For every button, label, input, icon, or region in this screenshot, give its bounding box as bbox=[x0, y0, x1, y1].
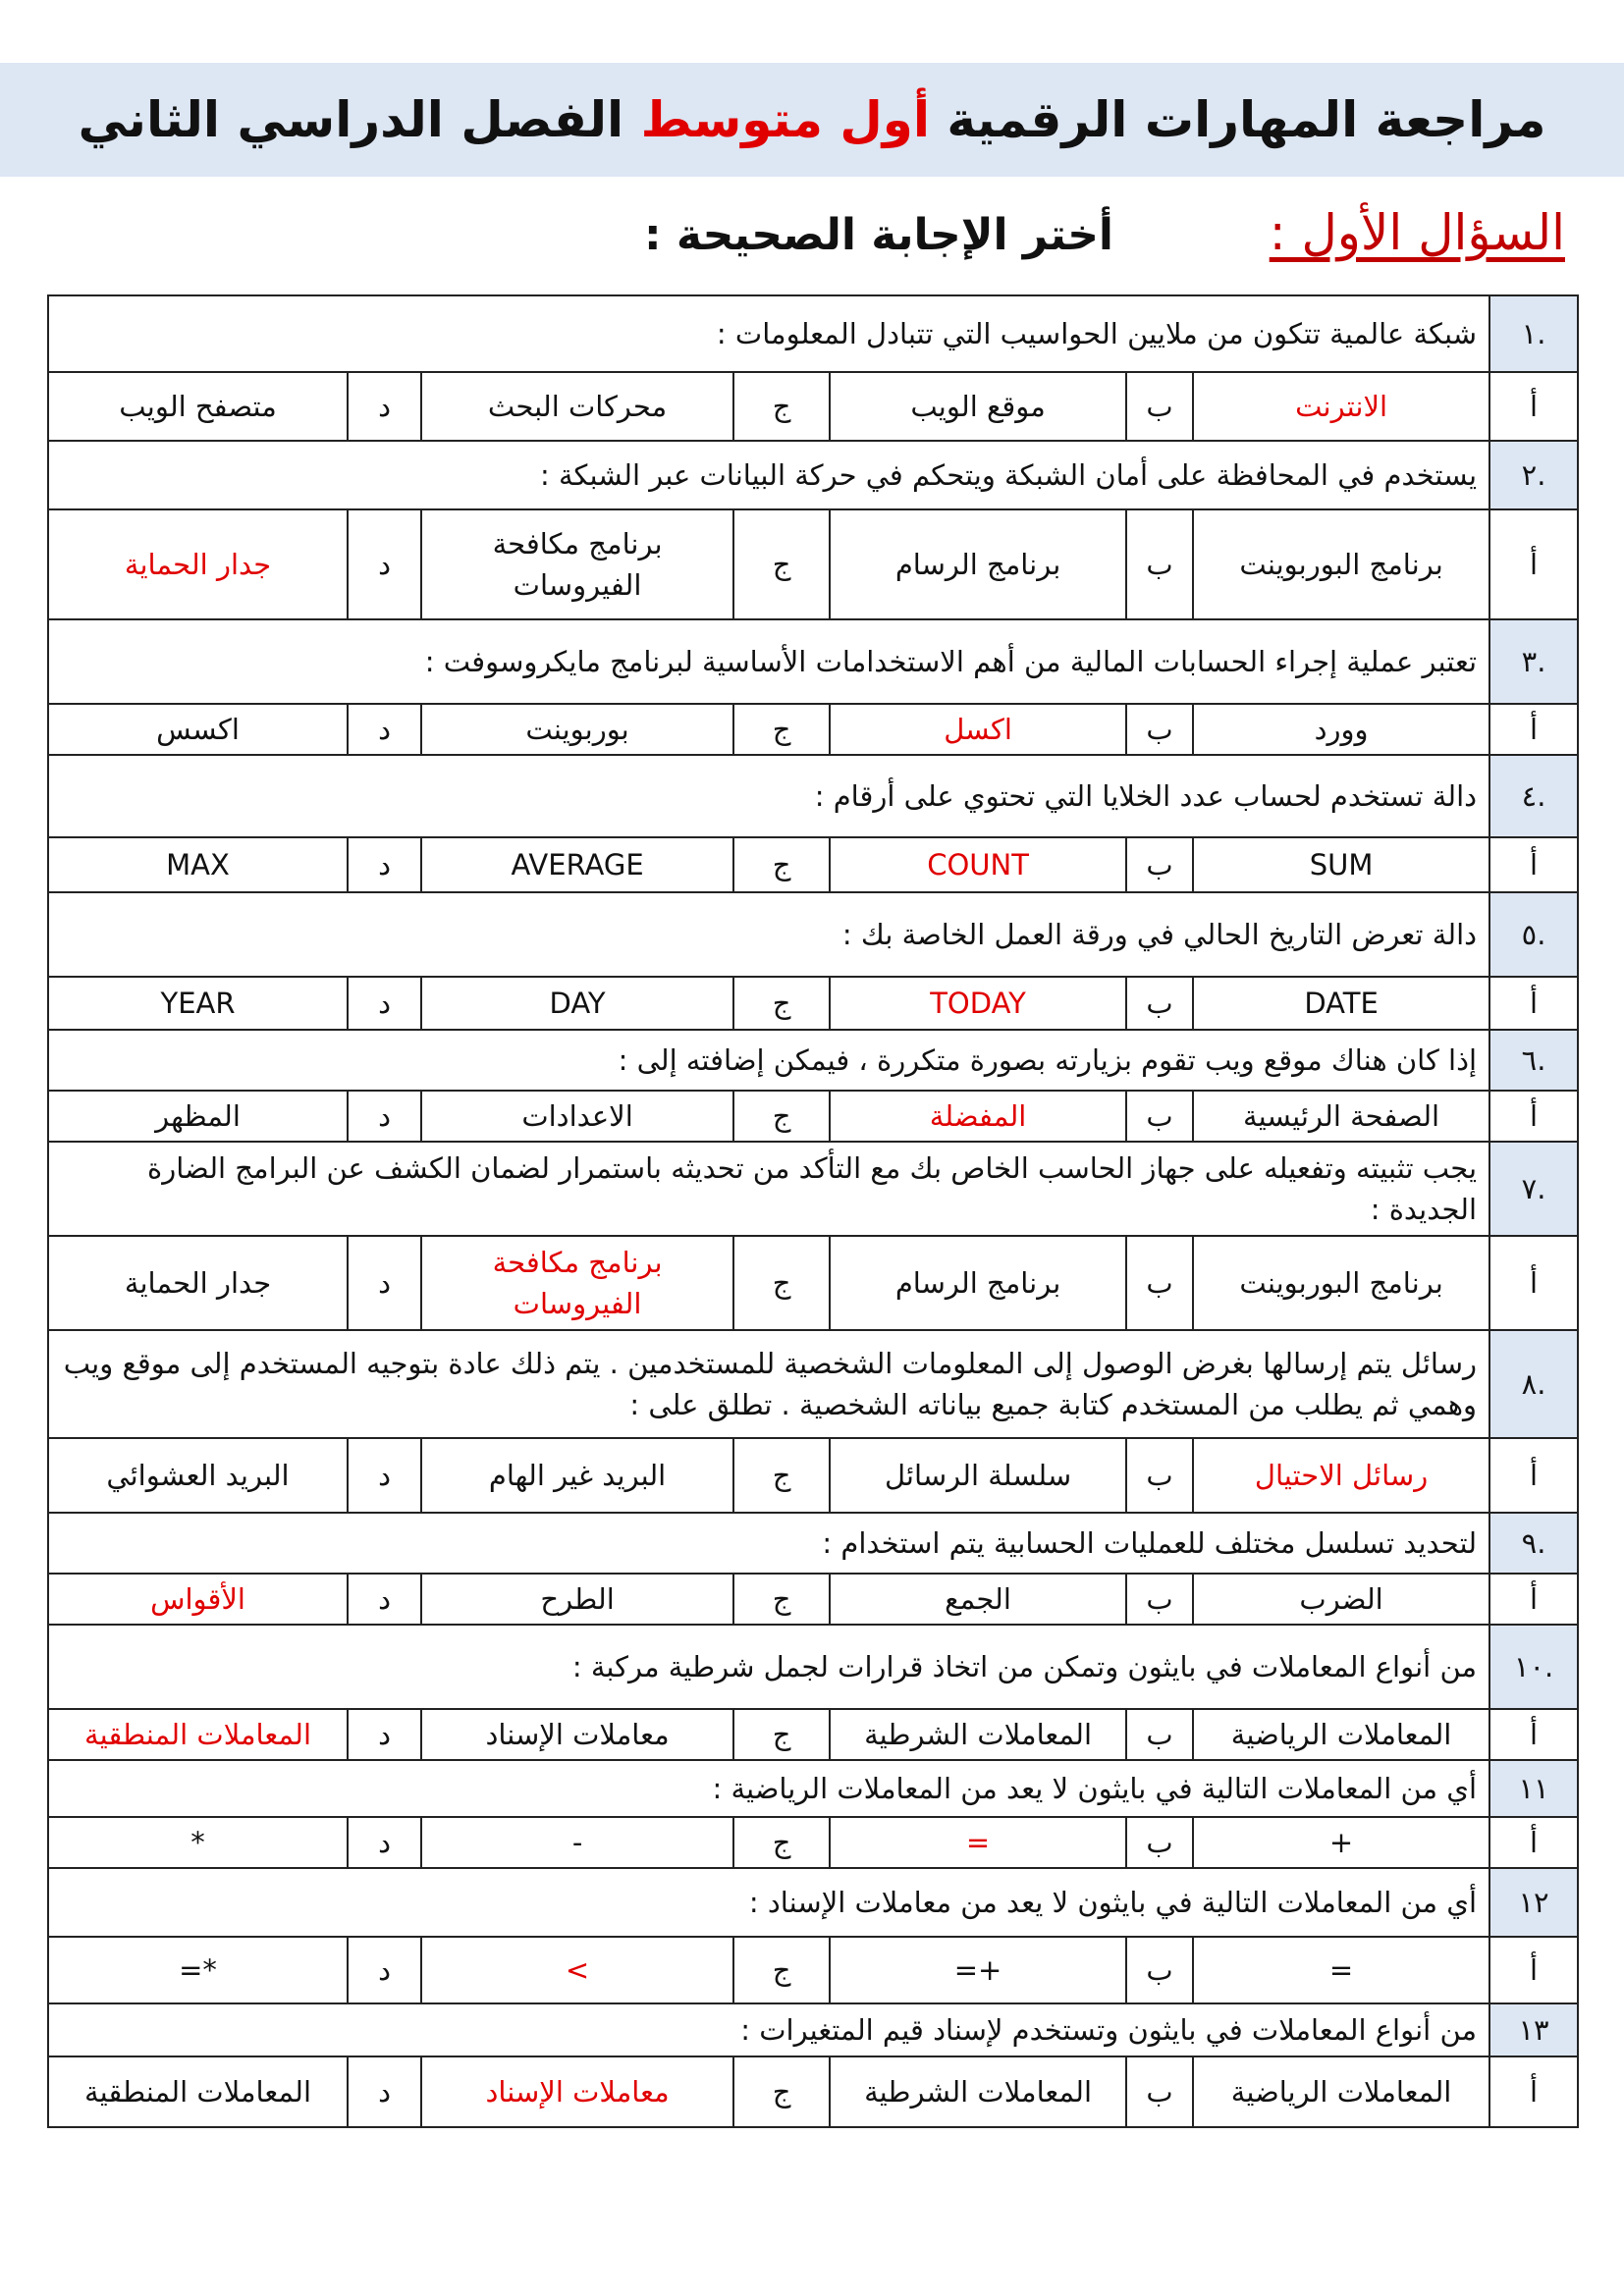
correct-answer-option: الأقواس bbox=[48, 1574, 348, 1625]
options-row bbox=[48, 372, 1578, 441]
answer-option: الطرح bbox=[421, 1574, 733, 1625]
title-highlight: أول متوسط bbox=[640, 91, 930, 148]
answer-option: *= bbox=[48, 1937, 348, 2003]
option-letter: ب bbox=[1126, 1709, 1193, 1760]
question-number: .٩ bbox=[1489, 1513, 1578, 1574]
question-text: شبكة عالمية تتكون من ملايين الحواسيب التي تتبادل المعلومات : bbox=[48, 295, 1489, 372]
correct-answer-option: المفضلة bbox=[830, 1091, 1126, 1142]
option-letter: ب bbox=[1126, 1937, 1193, 2003]
option-letter: أ bbox=[1489, 372, 1578, 441]
answer-option: المعاملات الرياضية bbox=[1193, 1709, 1489, 1760]
answer-option: SUM bbox=[1193, 837, 1489, 892]
answer-option: برنامج مكافحة الفيروسات bbox=[421, 509, 733, 619]
section-header bbox=[0, 204, 1624, 283]
option-letter: د bbox=[348, 1236, 421, 1330]
section-number: السؤال الأول : bbox=[1269, 204, 1565, 261]
answer-option: بوربوينت bbox=[421, 704, 733, 755]
answer-option: برنامج الرسام bbox=[830, 1236, 1126, 1330]
answer-option: الاعدادات bbox=[421, 1091, 733, 1142]
options-row bbox=[48, 1236, 1578, 1330]
option-letter: أ bbox=[1489, 1709, 1578, 1760]
question-row bbox=[48, 2003, 1578, 2056]
correct-answer-option: COUNT bbox=[830, 837, 1126, 892]
question-row bbox=[48, 1513, 1578, 1574]
question-text: إذا كان هناك موقع ويب تقوم بزيارته بصورة متكررة ، فيمكن إضافته إلى : bbox=[48, 1030, 1489, 1091]
option-letter: د bbox=[348, 1091, 421, 1142]
question-text: لتحديد تسلسل مختلف للعمليات الحسابية يتم استخدام : bbox=[48, 1513, 1489, 1574]
answer-option: DAY bbox=[421, 977, 733, 1030]
answer-option: جدار الحماية bbox=[48, 1236, 348, 1330]
option-letter: د bbox=[348, 509, 421, 619]
options-row bbox=[48, 1937, 1578, 2003]
answer-option: المعاملات الشرطية bbox=[830, 2056, 1126, 2127]
options-row bbox=[48, 977, 1578, 1030]
question-text: دالة تعرض التاريخ الحالي في ورقة العمل الخاصة بك : bbox=[48, 892, 1489, 977]
answer-option: اكسس bbox=[48, 704, 348, 755]
option-letter: ج bbox=[733, 1574, 830, 1625]
option-letter: أ bbox=[1489, 2056, 1578, 2127]
correct-answer-option: المعاملات المنطقية bbox=[48, 1709, 348, 1760]
question-row bbox=[48, 619, 1578, 704]
question-row bbox=[48, 1760, 1578, 1817]
question-number: .١٠ bbox=[1489, 1625, 1578, 1709]
question-number: .٥ bbox=[1489, 892, 1578, 977]
option-letter: أ bbox=[1489, 1236, 1578, 1330]
answer-option: البريد غير الهام bbox=[421, 1438, 733, 1513]
question-number: ١٣ bbox=[1489, 2003, 1578, 2056]
option-letter: أ bbox=[1489, 1574, 1578, 1625]
question-number: ١١ bbox=[1489, 1760, 1578, 1817]
question-text: أي من المعاملات التالية في بايثون لا يعد من المعاملات الرياضية : bbox=[48, 1760, 1489, 1817]
question-number: .٤ bbox=[1489, 755, 1578, 837]
question-row bbox=[48, 1625, 1578, 1709]
option-letter: ج bbox=[733, 2056, 830, 2127]
correct-answer-option: جدار الحماية bbox=[48, 509, 348, 619]
question-row bbox=[48, 755, 1578, 837]
option-letter: د bbox=[348, 704, 421, 755]
option-letter: ب bbox=[1126, 1438, 1193, 1513]
option-letter: ب bbox=[1126, 2056, 1193, 2127]
answer-option: - bbox=[421, 1817, 733, 1868]
options-row bbox=[48, 1574, 1578, 1625]
option-letter: أ bbox=[1489, 1091, 1578, 1142]
option-letter: ب bbox=[1126, 1574, 1193, 1625]
answer-option: الصفحة الرئيسية bbox=[1193, 1091, 1489, 1142]
answer-option: برنامج البوربوينت bbox=[1193, 509, 1489, 619]
answer-option: الضرب bbox=[1193, 1574, 1489, 1625]
option-letter: ج bbox=[733, 1937, 830, 2003]
answer-option: موقع الويب bbox=[830, 372, 1126, 441]
option-letter: ج bbox=[733, 372, 830, 441]
option-letter: د bbox=[348, 372, 421, 441]
option-letter: ج bbox=[733, 1709, 830, 1760]
options-row bbox=[48, 509, 1578, 619]
question-number: .٣ bbox=[1489, 619, 1578, 704]
correct-answer-option: اكسل bbox=[830, 704, 1126, 755]
answer-option: MAX bbox=[48, 837, 348, 892]
option-letter: ج bbox=[733, 1817, 830, 1868]
correct-answer-option: الانترنت bbox=[1193, 372, 1489, 441]
question-text: يجب تثبيته وتفعيله على جهاز الحاسب الخاص بك مع التأكد من تحديثه باستمرار لضمان الكشف عن البرامج الضارة الجديدة : bbox=[48, 1142, 1489, 1236]
question-text: أي من المعاملات التالية في بايثون لا يعد من معاملات الإسناد : bbox=[48, 1868, 1489, 1937]
option-letter: ج bbox=[733, 1438, 830, 1513]
option-letter: د bbox=[348, 1817, 421, 1868]
title-part2: الفصل الدراسي الثاني bbox=[78, 91, 624, 148]
question-row bbox=[48, 892, 1578, 977]
options-row bbox=[48, 1091, 1578, 1142]
options-row bbox=[48, 837, 1578, 892]
answer-option: البريد العشوائي bbox=[48, 1438, 348, 1513]
option-letter: ب bbox=[1126, 372, 1193, 441]
question-number: .٦ bbox=[1489, 1030, 1578, 1091]
options-row bbox=[48, 1817, 1578, 1868]
answer-option: المظهر bbox=[48, 1091, 348, 1142]
option-letter: ب bbox=[1126, 837, 1193, 892]
correct-answer-option: رسائل الاحتيال bbox=[1193, 1438, 1489, 1513]
option-letter: أ bbox=[1489, 1937, 1578, 2003]
option-letter: ب bbox=[1126, 704, 1193, 755]
option-letter: أ bbox=[1489, 977, 1578, 1030]
question-text: يستخدم في المحافظة على أمان الشبكة ويتحكم في حركة البيانات عبر الشبكة : bbox=[48, 441, 1489, 509]
section-instruction: أختر الإجابة الصحيحة : bbox=[644, 210, 1113, 260]
question-text: رسائل يتم إرسالها بغرض الوصول إلى المعلومات الشخصية للمستخدمين . يتم ذلك عادة بتوجيه المستخدم إلى موقع ويب وهمي ثم يطلب من المستخدم كتابة جميع بياناته الشخصية . تطلق على : bbox=[48, 1330, 1489, 1438]
option-letter: أ bbox=[1489, 704, 1578, 755]
question-number: .٨ bbox=[1489, 1330, 1578, 1438]
answer-option: برنامج الرسام bbox=[830, 509, 1126, 619]
answer-option: المعاملات الشرطية bbox=[830, 1709, 1126, 1760]
option-letter: د bbox=[348, 1574, 421, 1625]
option-letter: أ bbox=[1489, 1438, 1578, 1513]
options-row bbox=[48, 704, 1578, 755]
question-row bbox=[48, 441, 1578, 509]
answer-option: = bbox=[1193, 1937, 1489, 2003]
option-letter: ب bbox=[1126, 1091, 1193, 1142]
question-number: ١٢ bbox=[1489, 1868, 1578, 1937]
answer-option: متصفح الويب bbox=[48, 372, 348, 441]
option-letter: ج bbox=[733, 977, 830, 1030]
questions-table bbox=[47, 294, 1579, 2128]
correct-answer-option: برنامج مكافحة الفيروسات bbox=[421, 1236, 733, 1330]
answer-option: YEAR bbox=[48, 977, 348, 1030]
answer-option: += bbox=[830, 1937, 1126, 2003]
option-letter: د bbox=[348, 837, 421, 892]
correct-answer-option: معاملات الإسناد bbox=[421, 2056, 733, 2127]
correct-answer-option: > bbox=[421, 1937, 733, 2003]
option-letter: ج bbox=[733, 704, 830, 755]
options-row bbox=[48, 1709, 1578, 1760]
option-letter: ب bbox=[1126, 1817, 1193, 1868]
option-letter: د bbox=[348, 977, 421, 1030]
options-row bbox=[48, 1438, 1578, 1513]
answer-option: سلسلة الرسائل bbox=[830, 1438, 1126, 1513]
option-letter: ب bbox=[1126, 977, 1193, 1030]
question-number: .١ bbox=[1489, 295, 1578, 372]
page-title bbox=[79, 91, 1546, 148]
options-row bbox=[48, 2056, 1578, 2127]
option-letter: ب bbox=[1126, 1236, 1193, 1330]
question-row bbox=[48, 1868, 1578, 1937]
answer-option: المعاملات الرياضية bbox=[1193, 2056, 1489, 2127]
correct-answer-option: TODAY bbox=[830, 977, 1126, 1030]
title-banner bbox=[0, 63, 1624, 177]
option-letter: ب bbox=[1126, 509, 1193, 619]
question-row bbox=[48, 295, 1578, 372]
title-part1: مراجعة المهارات الرقمية bbox=[947, 91, 1546, 148]
question-number: .٢ bbox=[1489, 441, 1578, 509]
correct-answer-option: = bbox=[830, 1817, 1126, 1868]
answer-option: + bbox=[1193, 1817, 1489, 1868]
question-text: من أنواع المعاملات في بايثون وتستخدم لإسناد قيم المتغيرات : bbox=[48, 2003, 1489, 2056]
question-text: تعتبر عملية إجراء الحسابات المالية من أهم الاستخدامات الأساسية لبرنامج مايكروسوفت : bbox=[48, 619, 1489, 704]
option-letter: د bbox=[348, 1709, 421, 1760]
answer-option: محركات البحث bbox=[421, 372, 733, 441]
option-letter: د bbox=[348, 1937, 421, 2003]
answer-option: وورد bbox=[1193, 704, 1489, 755]
option-letter: ج bbox=[733, 837, 830, 892]
option-letter: ج bbox=[733, 1091, 830, 1142]
question-text: دالة تستخدم لحساب عدد الخلايا التي تحتوي على أرقام : bbox=[48, 755, 1489, 837]
option-letter: د bbox=[348, 1438, 421, 1513]
answer-option: AVERAGE bbox=[421, 837, 733, 892]
answer-option: الجمع bbox=[830, 1574, 1126, 1625]
question-row bbox=[48, 1142, 1578, 1236]
answer-option: المعاملات المنطقية bbox=[48, 2056, 348, 2127]
answer-option: DATE bbox=[1193, 977, 1489, 1030]
option-letter: أ bbox=[1489, 509, 1578, 619]
question-row bbox=[48, 1030, 1578, 1091]
option-letter: أ bbox=[1489, 1817, 1578, 1868]
answer-option: * bbox=[48, 1817, 348, 1868]
answer-option: برنامج البوربوينت bbox=[1193, 1236, 1489, 1330]
option-letter: أ bbox=[1489, 837, 1578, 892]
answer-option: معاملات الإسناد bbox=[421, 1709, 733, 1760]
option-letter: ج bbox=[733, 1236, 830, 1330]
question-number: .٧ bbox=[1489, 1142, 1578, 1236]
question-row bbox=[48, 1330, 1578, 1438]
question-text: من أنواع المعاملات في بايثون وتمكن من اتخاذ قرارات لجمل شرطية مركبة : bbox=[48, 1625, 1489, 1709]
option-letter: ج bbox=[733, 509, 830, 619]
option-letter: د bbox=[348, 2056, 421, 2127]
